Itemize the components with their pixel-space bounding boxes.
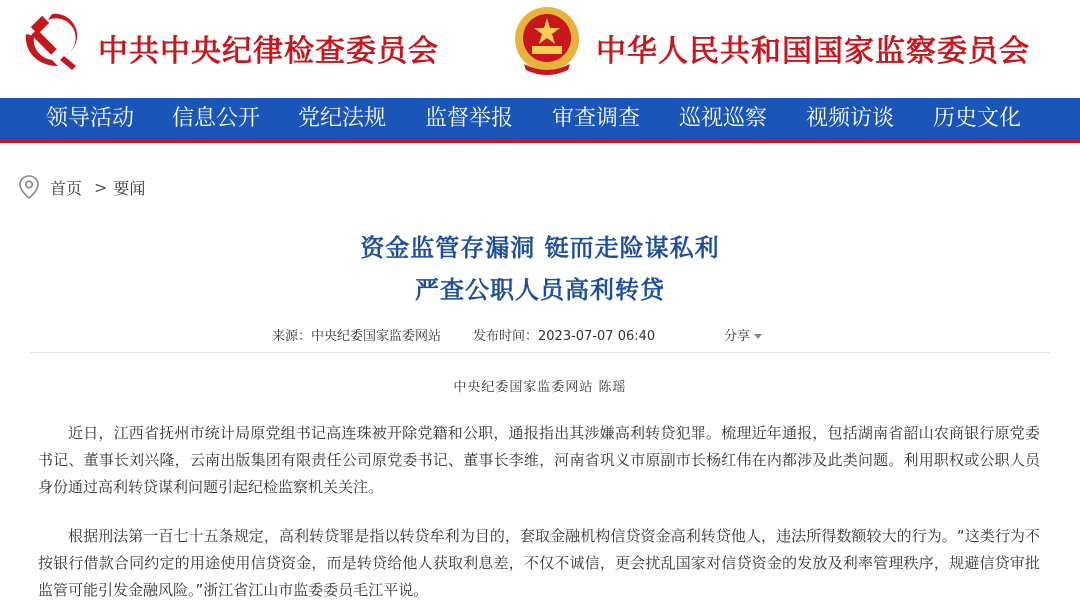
source-value: 中央纪委国家监委网站 xyxy=(311,329,442,344)
article-source xyxy=(272,325,441,344)
article-byline: 中央纪委国家监委网站 陈瑶 xyxy=(453,380,627,395)
meta-divider xyxy=(30,352,1050,353)
breadcrumb-home[interactable]: 首页 xyxy=(50,178,83,198)
nav-item-inspection[interactable]: 巡视巡察 xyxy=(679,106,768,131)
site-header xyxy=(0,0,1080,98)
location-pin-icon xyxy=(18,174,40,200)
breadcrumb-separator: > xyxy=(94,177,108,197)
article-time xyxy=(473,325,655,344)
nav-item-video[interactable]: 视频访谈 xyxy=(806,106,895,131)
article-paragraph: 近日，江西省抚州市统计局原党组书记高连珠被开除党籍和公职，通报指出其涉嫌高利转贷犯罪。梳理近年通报，包括湖南省韶山农商银行原党委书记、董事长刘兴隆，云南出版集团有限责任公司原党委书记、董事长李维，河南省巩义市原副市长杨红伟在内都涉及此类问题。利用职权或公职人员身份通过高利转贷谋利问题引起纪检监察机关关注。 xyxy=(38,424,1040,496)
nav-item-history[interactable]: 历史文化 xyxy=(933,106,1022,131)
article-title-line2: 严查公职人员高利转贷 xyxy=(415,276,665,304)
nav-item-leadership[interactable]: 领导活动 xyxy=(46,106,135,131)
article-paragraph: 根据刑法第一百七十五条规定，高利转贷罪是指以转贷牟利为目的，套取金融机构信贷资金高利转贷他人，违法所得数额较大的行为。“这类行为不按银行借款合同约定的用途使用信贷资金，而是转贷给他人获取利息差，不仅不诚信，更会扰乱国家对信贷资金的发放及利率管理秩序，规避信贷审批监管可能引发金融风险。”浙江省江山市监委委员毛江平说。 xyxy=(38,527,1040,599)
caret-down-icon xyxy=(754,334,762,339)
nav-item-investigation[interactable]: 审查调查 xyxy=(552,106,641,131)
party-emblem-icon xyxy=(18,8,82,74)
ccdi-name: 中共中央纪律检查委员会 xyxy=(98,34,439,69)
time-label: 发布时间： xyxy=(473,329,539,344)
national-emblem-icon xyxy=(512,4,582,78)
nav-item-regulations[interactable]: 党纪法规 xyxy=(298,106,387,131)
time-value: 2023-07-07 06:40 xyxy=(538,329,656,344)
breadcrumb xyxy=(18,174,145,200)
source-label: 来源： xyxy=(272,329,312,344)
nsc-name: 中华人民共和国国家监察委员会 xyxy=(596,34,1030,69)
share-button[interactable] xyxy=(724,325,762,344)
share-label: 分享 xyxy=(724,329,751,344)
main-nav xyxy=(0,98,1080,143)
nav-item-reporting[interactable]: 监督举报 xyxy=(425,106,514,131)
article-title-line1: 资金监管存漏洞 铤而走险谋私利 xyxy=(360,234,720,262)
nav-item-disclosure[interactable]: 信息公开 xyxy=(172,106,261,131)
breadcrumb-current[interactable]: 要闻 xyxy=(113,178,146,198)
